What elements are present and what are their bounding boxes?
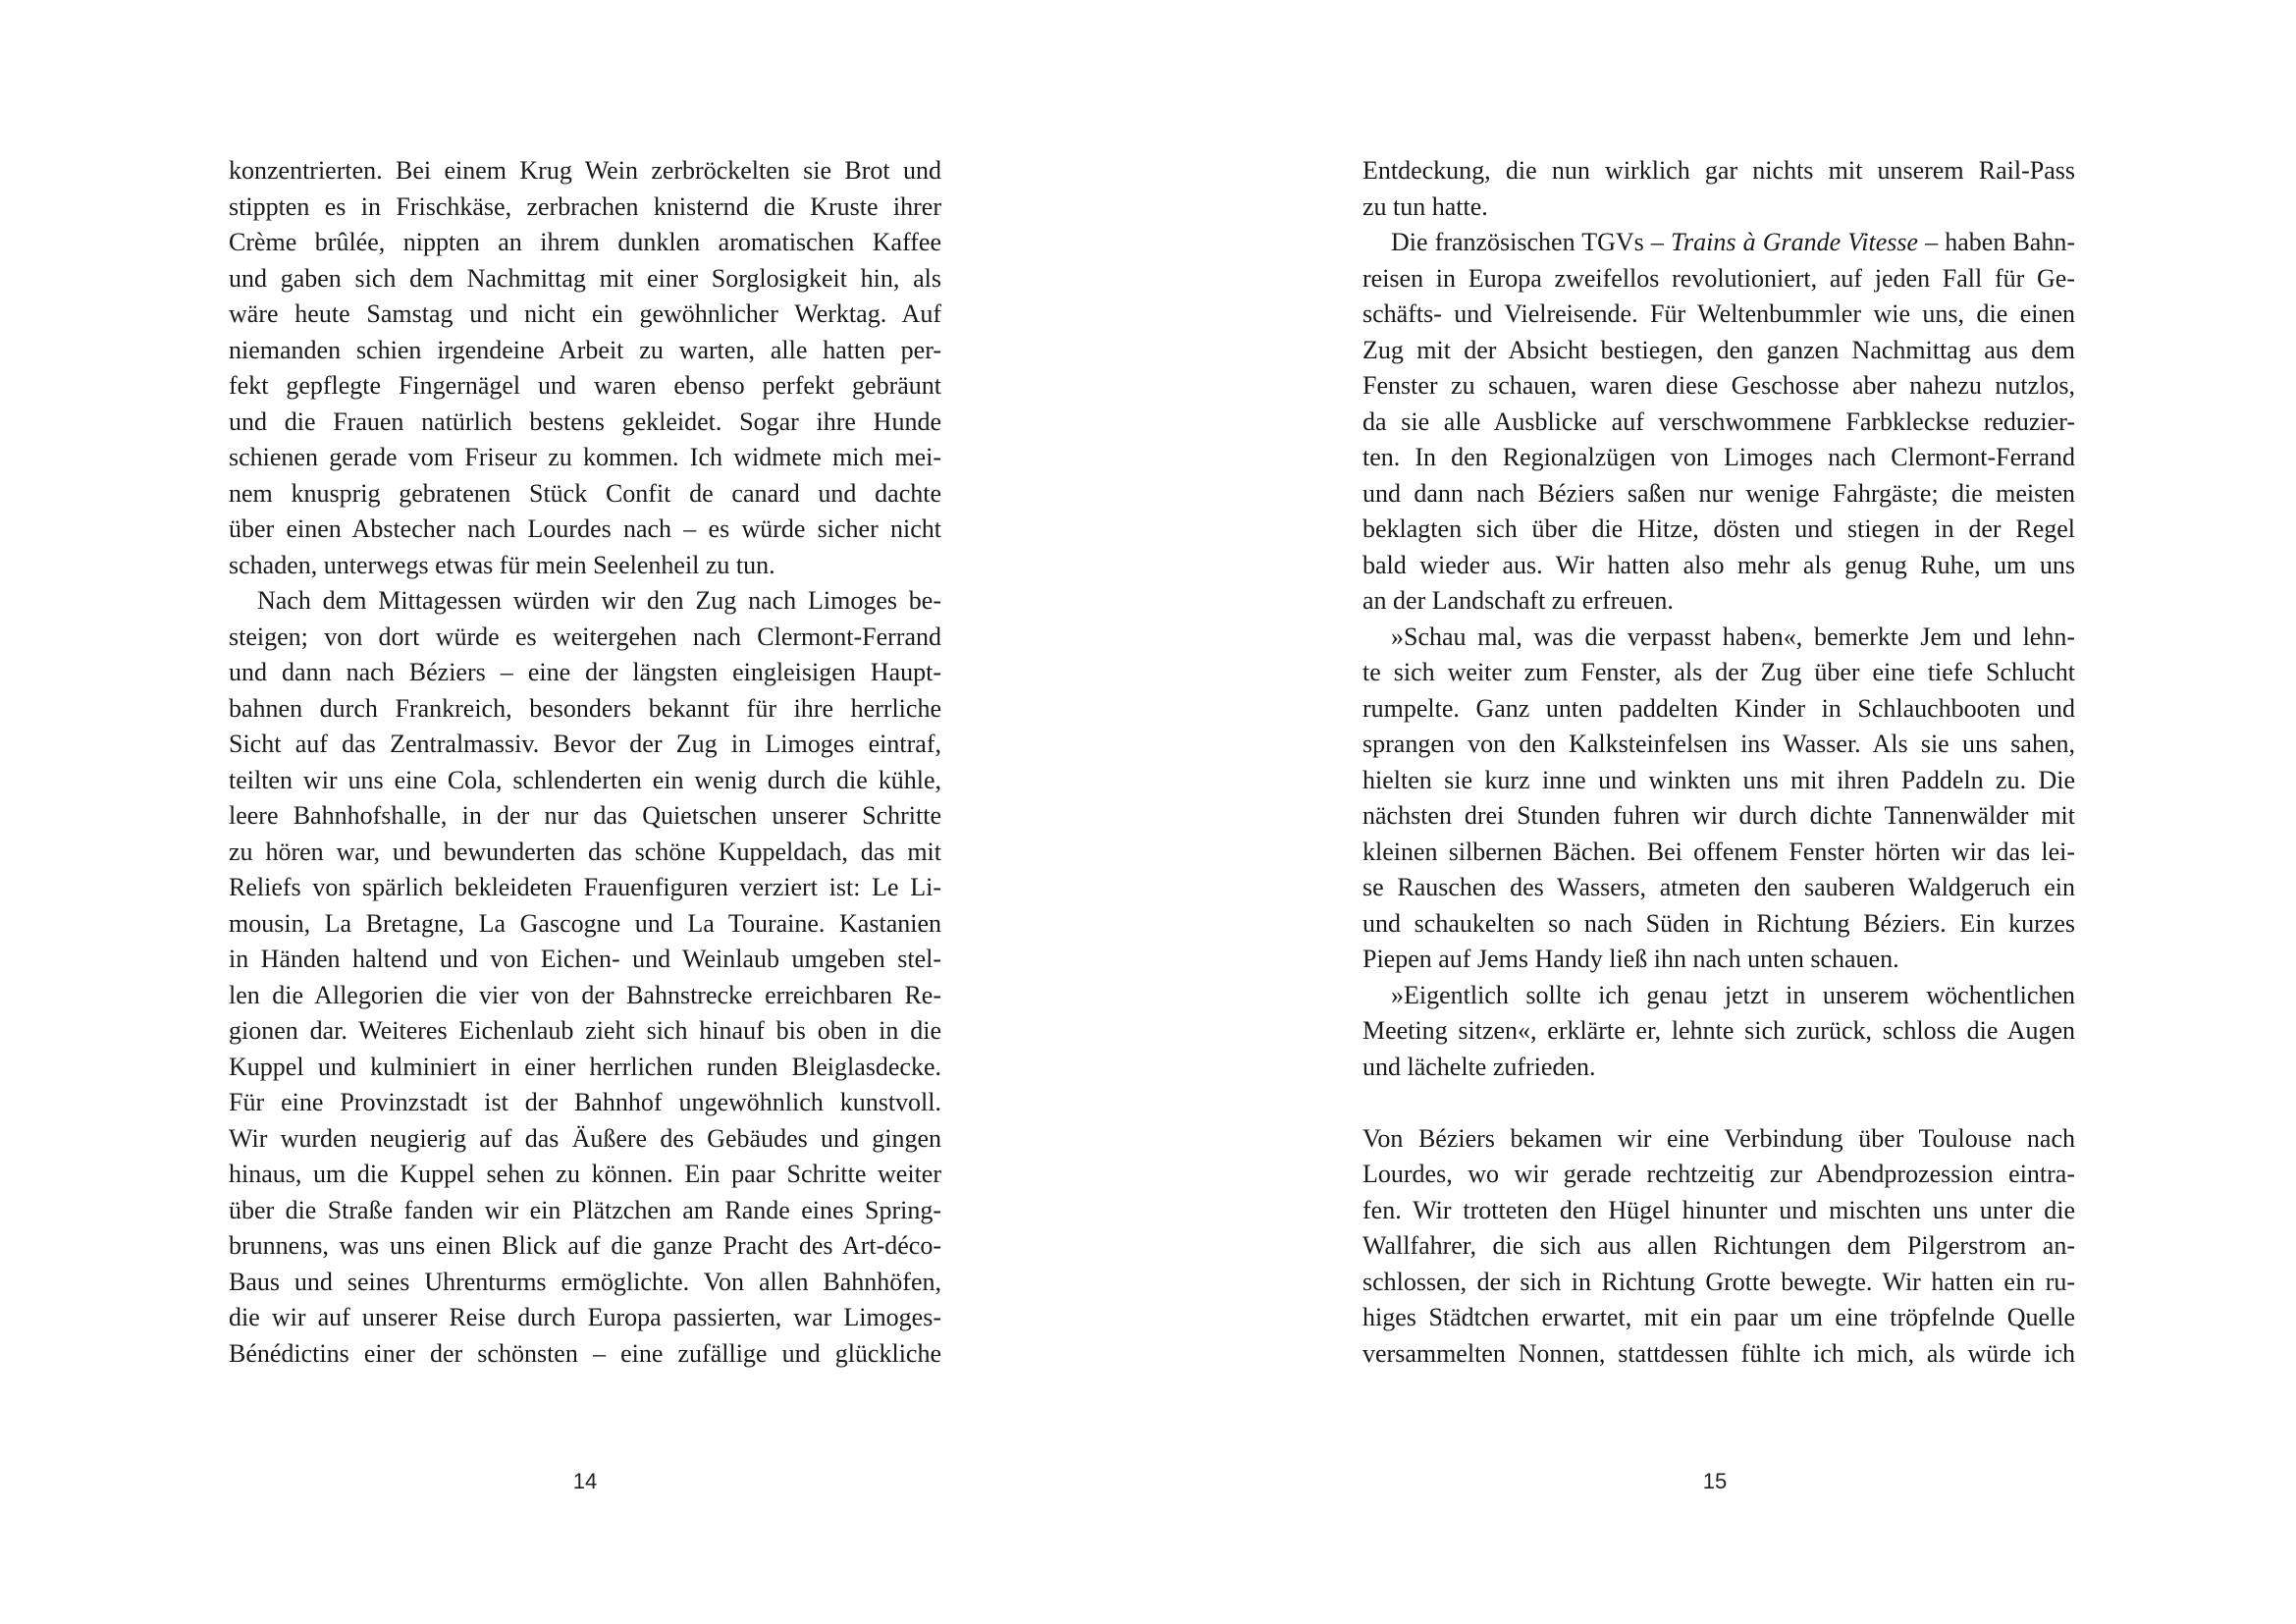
text-line: schlossen, der sich in Richtung Grotte bewegte. Wir hatten ein ru- xyxy=(1362,1267,2075,1296)
text-line: Für eine Provinzstadt ist der Bahnhof ungewöhnlich kunstvoll. xyxy=(229,1088,941,1116)
text-line: und lächelte zufrieden. xyxy=(1362,1052,1596,1081)
text-line: niemanden schien irgendeine Arbeit zu warten, alle hatten per- xyxy=(229,335,941,364)
text-line: Kuppel und kulminiert in einer herrlichen runden Bleiglasdecke. xyxy=(229,1052,941,1081)
text-line: Von Béziers bekamen wir eine Verbindung über Toulouse nach xyxy=(1362,1123,2075,1153)
text-line: Sicht auf das Zentralmassiv. Bevor der Zug in Limoges eintraf, xyxy=(229,730,941,758)
text-line: hielten sie kurz inne und winkten uns mit ihren Paddeln zu. Die xyxy=(1362,765,2075,794)
right-page-number: 15 xyxy=(1702,1469,1728,1493)
text-line: und gaben sich dem Nachmittag mit einer Sorglosigkeit hin, als xyxy=(229,263,941,293)
text-line: »Eigentlich sollte ich genau jetzt in unserem wöchentlichen xyxy=(1391,980,2075,1009)
text-line: Reliefs von spärlich bekleideten Frauenfiguren verziert ist: Le Li- xyxy=(229,873,941,901)
text-line: Crème brûlée, nippten an ihrem dunklen aromatischen Kaffee xyxy=(229,228,941,256)
text-line: nächsten drei Stunden fuhren wir durch dichte Tannenwälder mit xyxy=(1362,801,2075,830)
text-line: die wir auf unserer Reise durch Europa passierten, war Limoges- xyxy=(229,1303,941,1331)
text-line: Wir wurden neugierig auf das Äußere des Gebäudes und gingen xyxy=(229,1123,941,1153)
text-line: kleinen silbernen Bächen. Bei offenem Fenster hörten wir das lei- xyxy=(1362,837,2075,866)
text-line xyxy=(1362,225,2075,261)
text-segment: – haben Bahn- xyxy=(1918,228,2076,256)
text-line: stippten es in Frischkäse, zerbrachen knisternd die Kruste ihrer xyxy=(229,191,941,221)
text-line: und schaukelten so nach Süden in Richtung Béziers. Ein kurzes xyxy=(1362,908,2075,938)
text-line: konzentrierten. Bei einem Krug Wein zerbröckelten sie Brot und xyxy=(229,156,941,185)
text-line: Baus und seines Uhrenturms ermöglichte. Von allen Bahnhöfen, xyxy=(229,1267,941,1296)
text-line: se Rauschen des Wassers, atmeten den sauberen Waldgeruch ein xyxy=(1362,873,2075,901)
text-line: und die Frauen natürlich bestens gekleidet. Sogar ihre Hunde xyxy=(229,406,941,436)
text-line: da sie alle Ausblicke auf verschwommene Farbkleckse reduzier- xyxy=(1362,406,2075,436)
text-line: sprangen von den Kalksteinfelsen ins Wasser. Als sie uns sahen, xyxy=(1362,730,2075,758)
text-line: gionen dar. Weiteres Eichenlaub zieht sich hinauf bis oben in die xyxy=(229,1016,941,1045)
text-line: schaden, unterwegs etwas für mein Seelenheil zu tun. xyxy=(229,550,775,579)
text-line: Bénédictins einer der schönsten – eine zufällige und glückliche xyxy=(229,1338,941,1368)
text-line: über die Straße fanden wir ein Plätzchen am Rande eines Spring- xyxy=(229,1195,941,1224)
text-segment: Die französischen TGVs – xyxy=(1391,228,1672,256)
text-line: fekt gepflegte Fingernägel und waren ebenso perfekt gebräunt xyxy=(229,371,941,400)
text-line: bahnen durch Frankreich, besonders bekannt für ihre herrliche xyxy=(229,693,941,723)
text-line: higes Städtchen erwartet, mit ein paar um eine tröpfelnde Quelle xyxy=(1362,1303,2075,1331)
text-line: rumpelte. Ganz unten paddelten Kinder in Schlauchbooten und xyxy=(1362,693,2075,723)
text-line: in Händen haltend und von Eichen- und Weinlaub umgeben stel- xyxy=(229,945,941,973)
right-page xyxy=(1148,0,2295,1624)
text-line: beklagten sich über die Hitze, dösten und stiegen in der Regel xyxy=(1362,514,2075,543)
text-line: bald wieder aus. Wir hatten also mehr als genug Ruhe, um uns xyxy=(1362,550,2075,579)
text-line: zu tun hatte. xyxy=(1362,191,1488,221)
text-line: über einen Abstecher nach Lourdes nach – es würde sicher nicht xyxy=(229,514,941,543)
text-line: »Schau mal, was die verpasst haben«, bemerkte Jem und lehn- xyxy=(1391,622,2075,651)
text-line: Wallfahrer, die sich aus allen Richtungen dem Pilgerstrom an- xyxy=(1362,1231,2075,1260)
text-line: Fenster zu schauen, waren diese Geschosse aber nahezu nutzlos, xyxy=(1362,371,2075,400)
text-line: mousin, La Bretagne, La Gascogne und La Touraine. Kastanien xyxy=(229,908,941,938)
text-line: steigen; von dort würde es weitergehen nach Clermont-Ferrand xyxy=(229,622,941,651)
text-line: und dann nach Béziers saßen nur wenige Fahrgäste; die meisten xyxy=(1362,478,2075,508)
italic-term: Trains à Grande Vitesse xyxy=(1671,228,1919,256)
text-line: und dann nach Béziers – eine der längsten eingleisigen Haupt- xyxy=(229,658,941,686)
text-line: hinaus, um die Kuppel sehen zu können. Ein paar Schritte weiter xyxy=(229,1160,941,1188)
text-line: Nach dem Mittagessen würden wir den Zug nach Limoges be- xyxy=(257,586,941,615)
text-line: zu hören war, und bewunderten das schöne Kuppeldach, das mit xyxy=(229,837,941,866)
text-line: leere Bahnhofshalle, in der nur das Quietschen unserer Schritte xyxy=(229,801,941,830)
text-line: Meeting sitzen«, erklärte er, lehnte sich zurück, schloss die Augen xyxy=(1362,1016,2075,1045)
text-line: schäfts- und Vielreisende. Für Weltenbummler wie uns, die einen xyxy=(1362,299,2075,328)
text-line: brunnens, was uns einen Blick auf die ganze Pracht des Art-déco- xyxy=(229,1231,941,1260)
left-page-number: 14 xyxy=(572,1469,598,1493)
text-line: an der Landschaft zu erfreuen. xyxy=(1362,586,1674,615)
text-line: wäre heute Samstag und nicht ein gewöhnlicher Werktag. Auf xyxy=(229,299,941,328)
text-line: Lourdes, wo wir gerade rechtzeitig zur Abendprozession eintra- xyxy=(1362,1160,2075,1188)
text-line: versammelten Nonnen, stattdessen fühlte ich mich, als würde ich xyxy=(1362,1338,2075,1368)
text-line: Piepen auf Jems Handy ließ ihn nach unten schauen. xyxy=(1362,945,1899,973)
text-line: reisen in Europa zweifellos revolutioniert, auf jeden Fall für Ge- xyxy=(1362,263,2075,293)
text-line: teilten wir uns eine Cola, schlenderten ein wenig durch die kühle, xyxy=(229,765,941,794)
right-page-body xyxy=(1362,153,2075,1372)
text-line: Zug mit der Absicht bestiegen, den ganzen Nachmittag aus dem xyxy=(1362,335,2075,364)
text-line: nem knusprig gebratenen Stück Confit de canard und dachte xyxy=(229,478,941,508)
text-line: fen. Wir trotteten den Hügel hinunter und mischten uns unter die xyxy=(1362,1195,2075,1224)
paragraph-break xyxy=(1362,1085,2075,1121)
text-line: te sich weiter zum Fenster, als der Zug über eine tiefe Schlucht xyxy=(1362,658,2075,686)
text-line: len die Allegorien die vier von der Bahnstrecke erreichbaren Re- xyxy=(229,980,941,1009)
text-line: Entdeckung, die nun wirklich gar nichts mit unserem Rail-Pass xyxy=(1362,156,2075,185)
text-line: schienen gerade vom Friseur zu kommen. Ich widmete mich mei- xyxy=(229,443,941,471)
left-page-body xyxy=(229,153,941,1372)
text-line: ten. In den Regionalzügen von Limoges nach Clermont-Ferrand xyxy=(1362,443,2075,471)
